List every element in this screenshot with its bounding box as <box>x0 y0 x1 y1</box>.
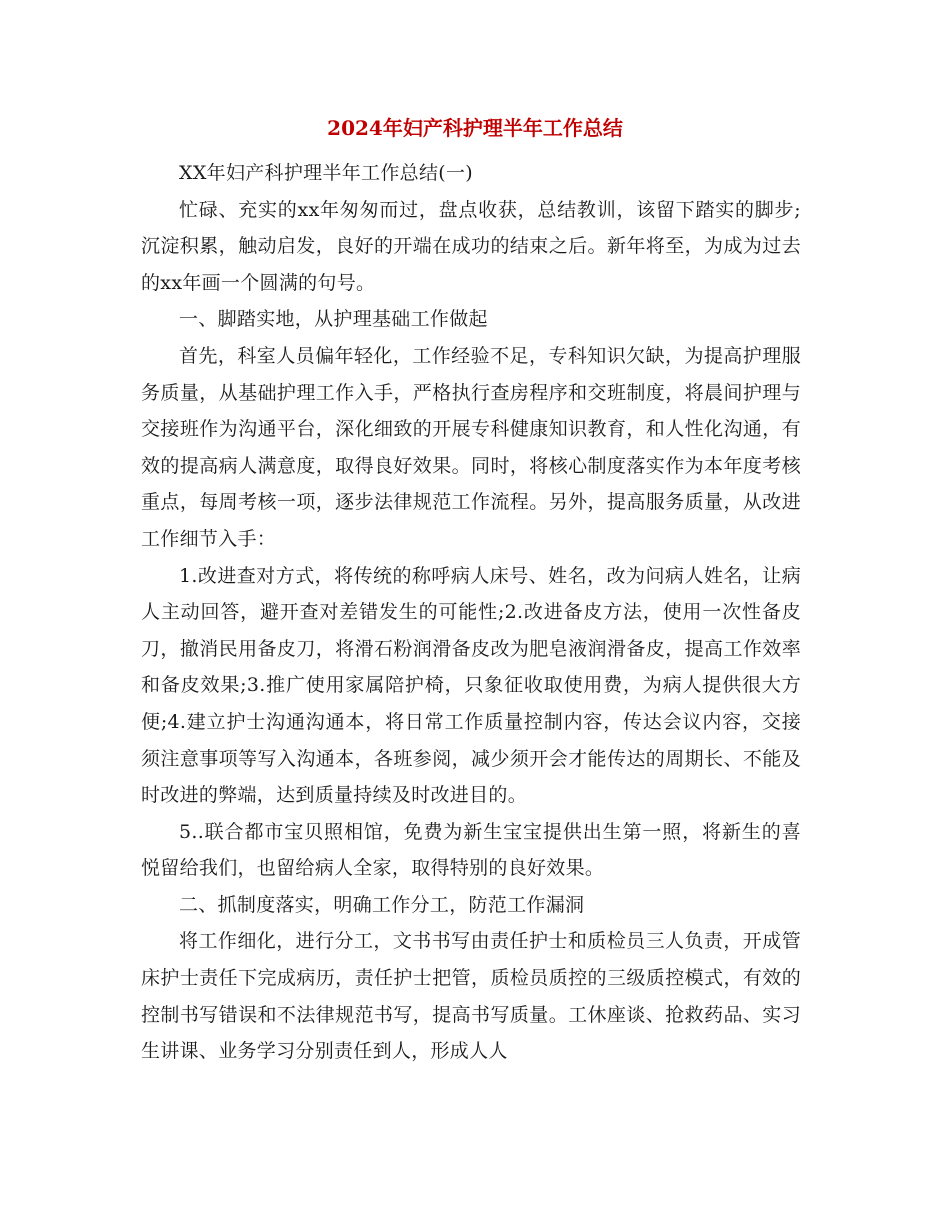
section-heading-1: 一、脚踏实地，从护理基础工作做起 <box>179 308 488 331</box>
body-paragraph: 5..联合都市宝贝照相馆，免费为新生宝宝提供出生第一照，将新生的喜悦留给我们，也留给病人全家，取得特别的良好效果。 <box>141 820 801 880</box>
intro-paragraph: 忙碌、充实的xx年匆匆而过，盘点收获，总结教训，该留下踏实的脚步;沉淀积累，触动启发，良好的开端在成功的结束之后。新年将至，为成为过去的xx年画一个圆满的句号。 <box>141 198 801 294</box>
document-body <box>141 155 801 1070</box>
document-title: 2024年妇产科护理半年工作总结 <box>327 116 623 140</box>
body-paragraph: 首先，科室人员偏年轻化，工作经验不足，专科知识欠缺，为提高护理服务质量，从基础护理工作入手，严格执行查房程序和交班制度，将晨间护理与交接班作为沟通平台，深化细致的开展专科健康知识教育，和人性化沟通，有效的提高病人满意度，取得良好效果。同时，将核心制度落实作为本年度考核重点，每周考核一项，逐步法律规范工作流程。另外，提高服务质量，从改进工作细节入手： <box>141 344 801 550</box>
body-paragraph: 将工作细化，进行分工，文书书写由责任护士和质检员三人负责，开成管床护士责任下完成病历，责任护士把管，质检员质控的三级质控模式，有效的控制书写错误和不法律规范书写，提高书写质量。工休座谈、抢救药品、实习生讲课、业务学习分别责任到人，形成人人 <box>141 930 801 1063</box>
body-paragraph: 1.改进查对方式，将传统的称呼病人床号、姓名，改为问病人姓名，让病人主动回答，避开查对差错发生的可能性;2.改进备皮方法，使用一次性备皮刀，撤消民用备皮刀，将滑石粉润滑备皮改为肥皂液润滑备皮，提高工作效率和备皮效果;3.推广使用家属陪护椅，只象征收取使用费，为病人提供很大方便;4.建立护士沟通沟通本，将日常工作质量控制内容，传达会议内容，交接须注意事项等写入沟通本，各班参阅，减少须开会才能传达的周期长、不能及时改进的弊端，达到质量持续及时改进目的。 <box>141 564 801 807</box>
section-subtitle: XX年妇产科护理半年工作总结(一) <box>179 162 473 184</box>
section-heading-2: 二、抓制度落实，明确工作分工，防范工作漏洞 <box>179 893 585 916</box>
